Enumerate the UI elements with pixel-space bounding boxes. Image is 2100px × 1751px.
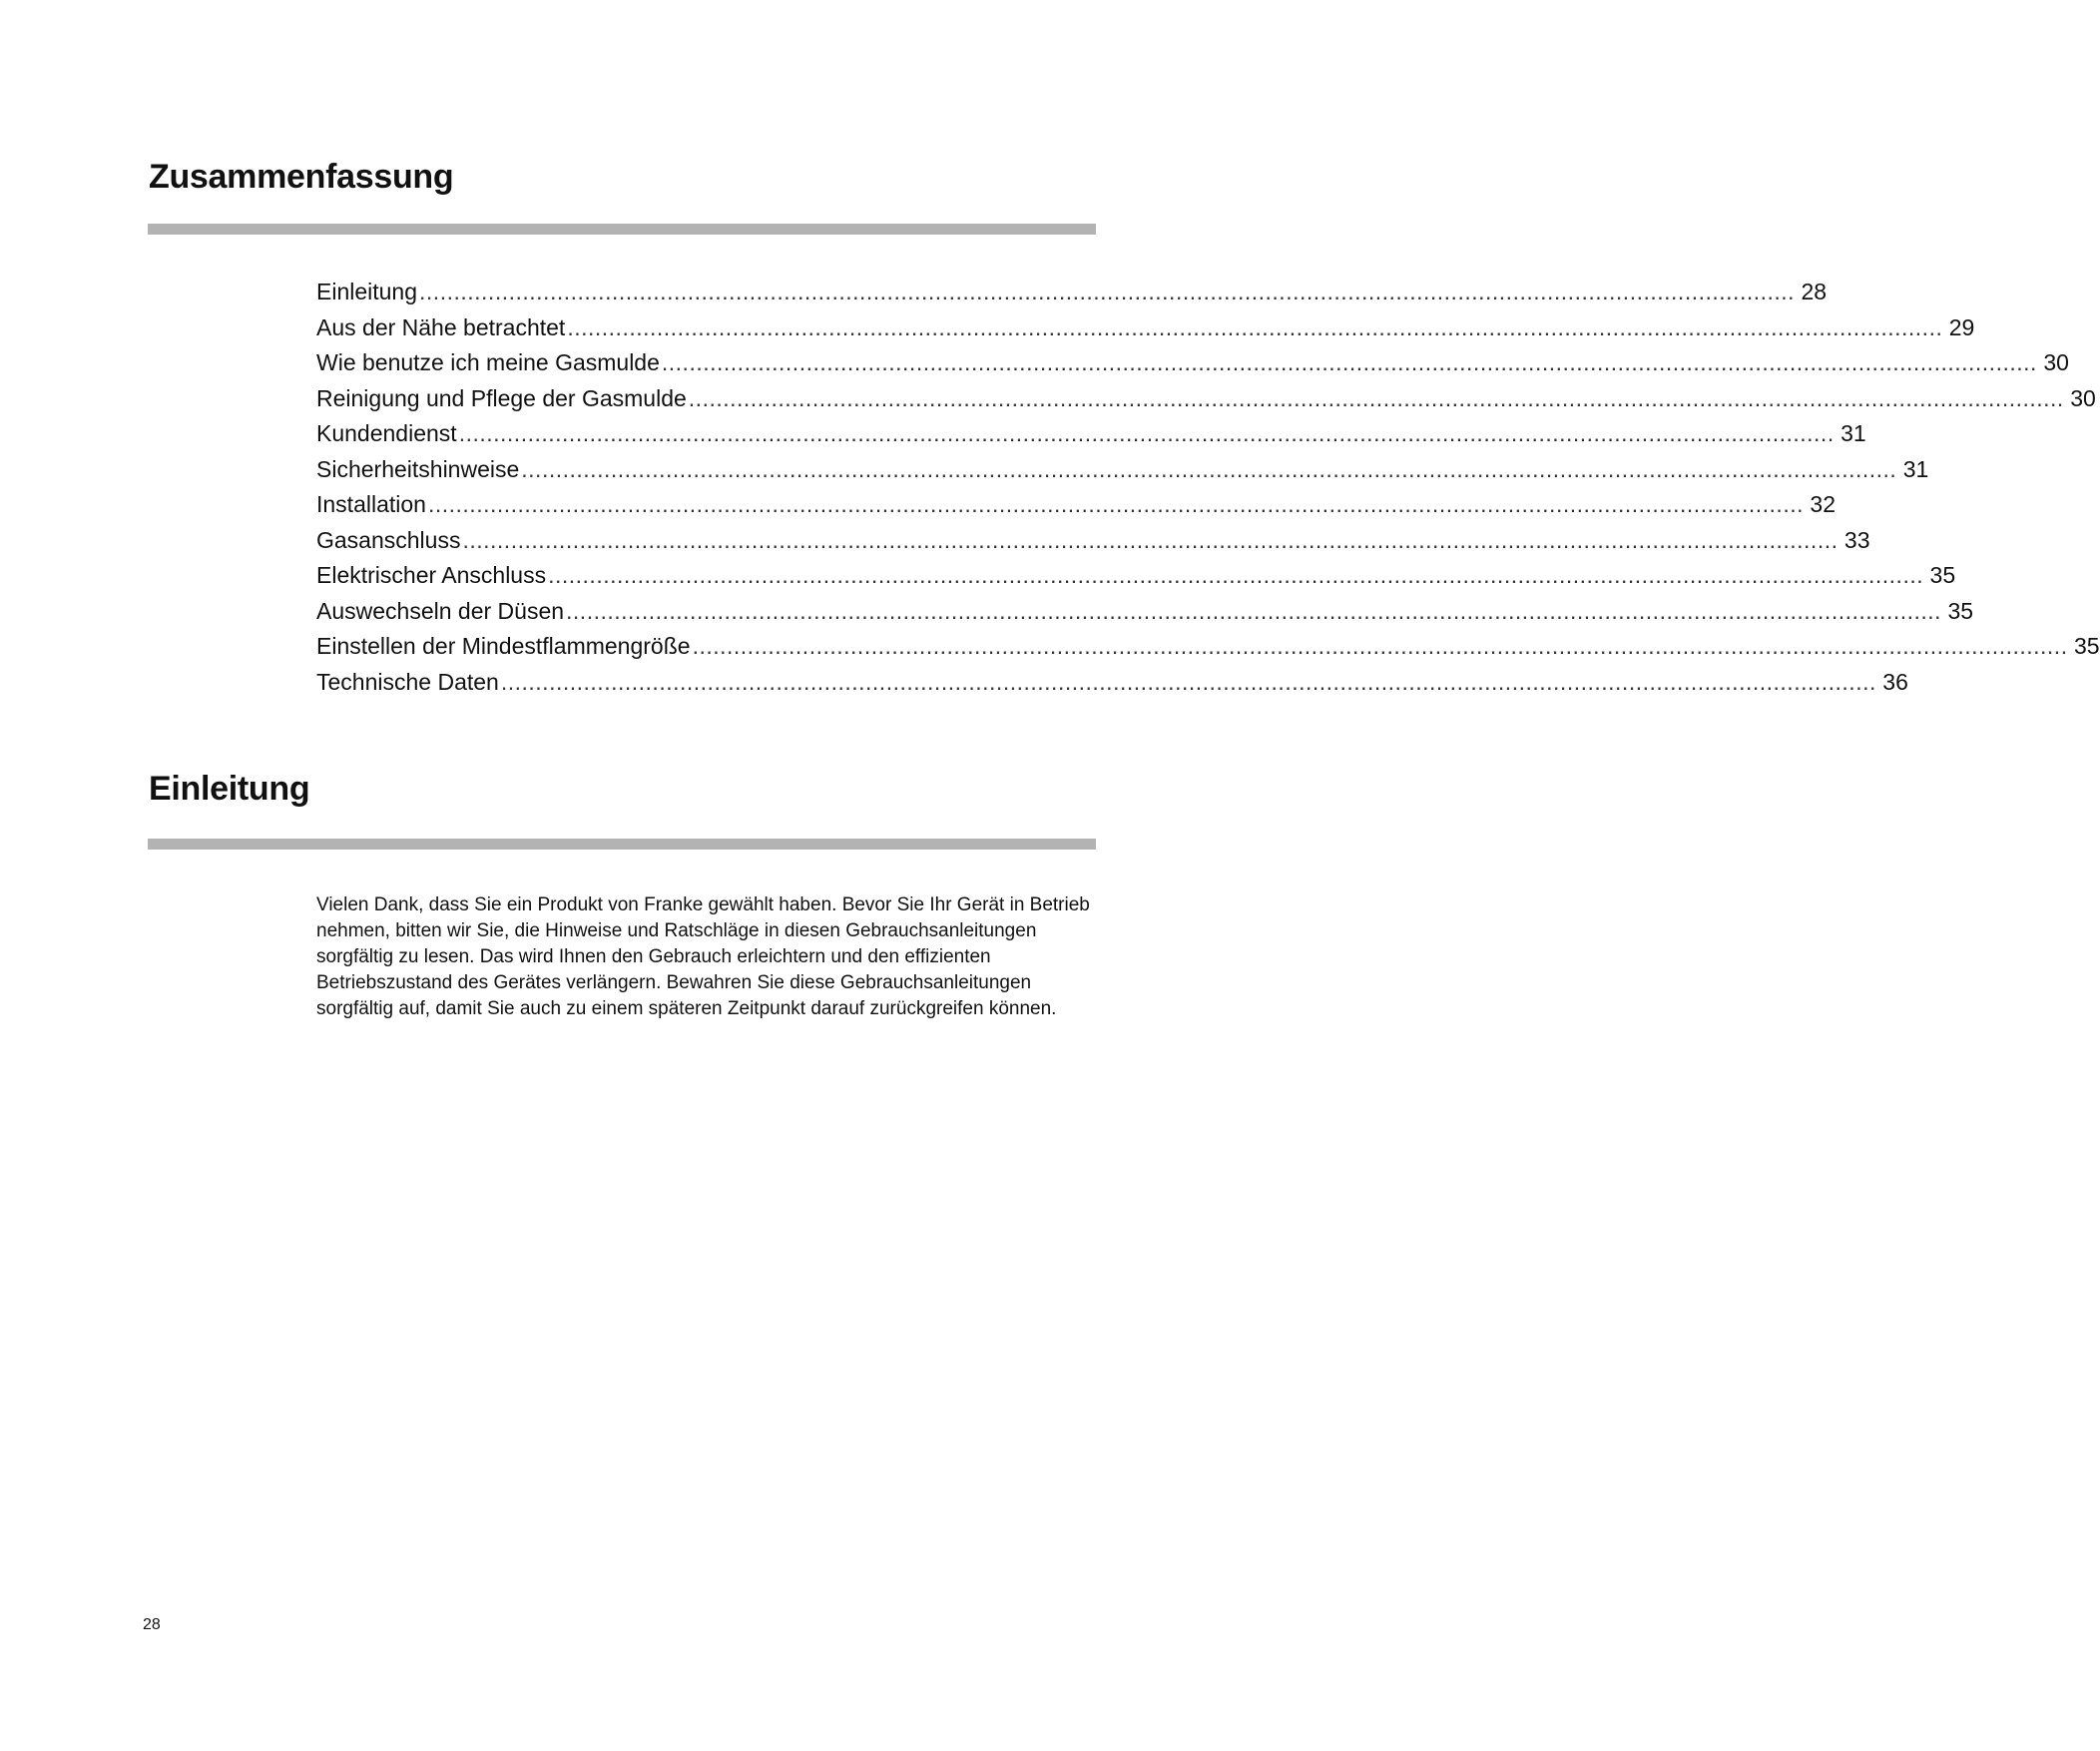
toc-entry-page: 30 bbox=[2043, 349, 2069, 375]
toc-entry[interactable] bbox=[316, 665, 1908, 701]
toc-entry-label: Auswechseln der Düsen bbox=[316, 597, 565, 624]
introduction-divider bbox=[148, 839, 1096, 850]
toc-entry-label: Aus der Nähe betrachtet bbox=[316, 313, 566, 340]
toc-entry[interactable] bbox=[316, 629, 2100, 665]
toc-entry-page: 35 bbox=[1929, 562, 1956, 588]
toc-entry-label: Einleitung bbox=[316, 279, 418, 304]
toc-entry-page: 31 bbox=[1840, 420, 1866, 446]
toc-leader-dots: ........................................................................................................................................................................................................ bbox=[500, 668, 1876, 695]
introduction-heading: Einleitung bbox=[149, 770, 310, 808]
toc-entry-label: Gasanschluss bbox=[316, 526, 461, 553]
toc-entry-page: 30 bbox=[2070, 384, 2096, 411]
toc-leader-dots: ........................................................................................................................................................................................................ bbox=[521, 455, 1897, 482]
toc-entry-label: Installation bbox=[316, 491, 426, 517]
toc-leader-dots: ........................................................................................................................................................................................................ bbox=[462, 526, 1838, 553]
toc-entry-label: Elektrischer Anschluss bbox=[316, 562, 547, 588]
toc-entry-label: Einstellen der Mindestflammengröße bbox=[316, 633, 691, 659]
toc-leader-dots: ........................................................................................................................................................................................................ bbox=[661, 349, 2037, 375]
toc-leader-dots: ........................................................................................................................................................................................................ bbox=[688, 384, 2064, 411]
toc-entry[interactable] bbox=[316, 452, 1929, 488]
toc-entry-label: Technische Daten bbox=[316, 668, 499, 695]
toc-entry[interactable] bbox=[316, 594, 1974, 630]
toc-entry-page: 36 bbox=[1882, 668, 1908, 695]
toc-leader-dots: ........................................................................................................................................................................................................ bbox=[567, 313, 1943, 340]
toc-entry[interactable] bbox=[316, 345, 2069, 381]
introduction-paragraph: Vielen Dank, dass Sie ein Produkt von Franke gewählt haben. Bevor Sie Ihr Gerät in Betrieb nehmen, bitten wir Sie, die Hinweise und Ratschläge in diesen Gebrauchsanleitungen sorgfältig zu lesen. Das wird Ihnen den Gebrauch erleichtern und den effizienten Betriebszustand des Gerätes verlängern. Bewahren Sie diese Gebrauchsanleitungen sorgfältig auf, damit Sie auch zu einem späteren Zeitpunkt darauf zurückgreifen können. bbox=[316, 894, 1090, 1019]
toc-leader-dots: ........................................................................................................................................................................................................ bbox=[419, 279, 1796, 304]
toc-entry-label: Reinigung und Pflege der Gasmulde bbox=[316, 384, 687, 411]
toc-leader-dots: ........................................................................................................................................................................................................ bbox=[427, 491, 1804, 517]
toc-entry-page: 28 bbox=[1801, 279, 1828, 304]
toc-entry[interactable] bbox=[316, 487, 1836, 523]
toc-entry-label: Kundendienst bbox=[316, 420, 457, 446]
page-number: 28 bbox=[143, 1616, 161, 1633]
toc-entry-label: Wie benutze ich meine Gasmulde bbox=[316, 349, 660, 375]
summary-divider bbox=[148, 224, 1096, 235]
toc-entry[interactable] bbox=[316, 416, 1866, 452]
toc-leader-dots: ........................................................................................................................................................................................................ bbox=[458, 420, 1835, 446]
toc-entry[interactable] bbox=[316, 381, 2096, 417]
toc-entry-page: 35 bbox=[2074, 633, 2100, 659]
toc-entry[interactable] bbox=[316, 275, 1828, 310]
toc-entry-page: 35 bbox=[1947, 597, 1974, 624]
toc-leader-dots: ........................................................................................................................................................................................................ bbox=[548, 562, 1924, 588]
toc-entry-page: 33 bbox=[1843, 526, 1870, 553]
toc-leader-dots: ........................................................................................................................................................................................................ bbox=[566, 597, 1942, 624]
toc-entry[interactable] bbox=[316, 558, 1956, 594]
toc-leader-dots: ........................................................................................................................................................................................................ bbox=[692, 633, 2068, 659]
toc-entry-page: 29 bbox=[1948, 313, 1975, 340]
toc-entry-page: 31 bbox=[1902, 455, 1929, 482]
toc-entry-label: Sicherheitshinweise bbox=[316, 455, 520, 482]
toc-entry-page: 32 bbox=[1810, 491, 1836, 517]
table-of-contents bbox=[316, 275, 2100, 700]
toc-entry[interactable] bbox=[316, 523, 1870, 559]
summary-heading: Zusammenfassung bbox=[149, 158, 454, 196]
toc-entry[interactable] bbox=[316, 310, 1975, 346]
